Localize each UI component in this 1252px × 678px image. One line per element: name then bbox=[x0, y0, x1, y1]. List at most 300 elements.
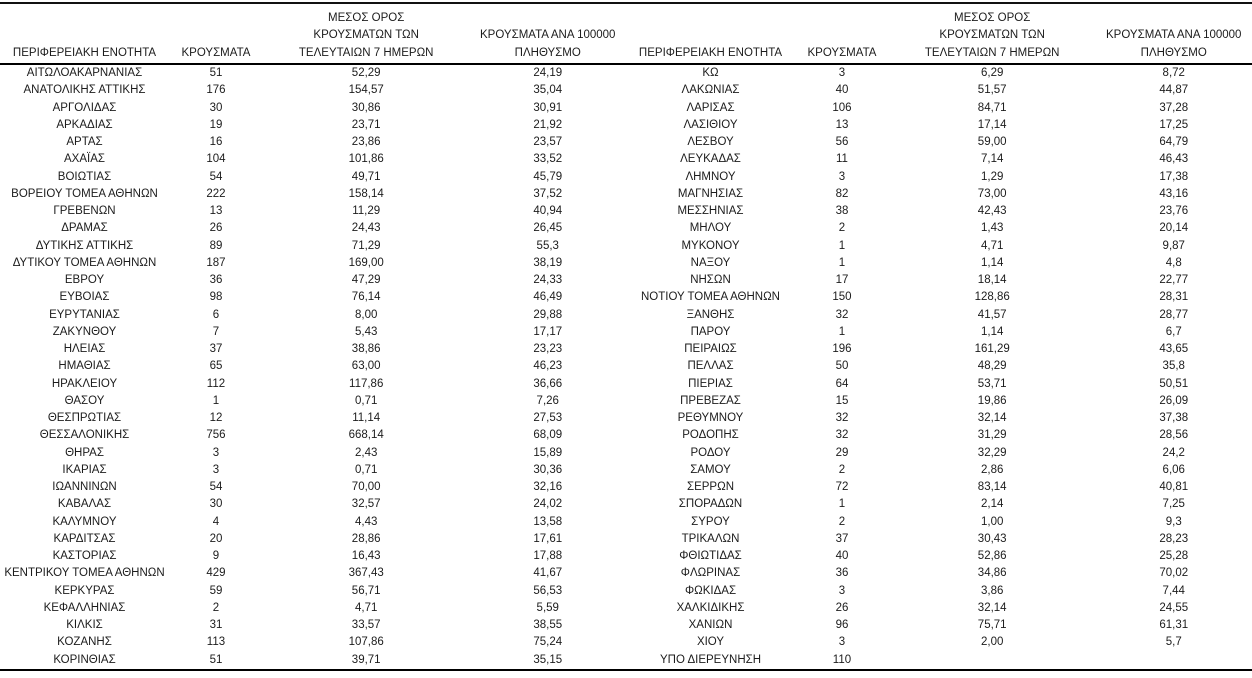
avg7-cell: 0,71 bbox=[355, 394, 378, 407]
region-cell: ΠΑΡΟΥ bbox=[690, 325, 731, 338]
avg7-cell: 101,86 bbox=[348, 153, 384, 166]
table-row bbox=[0, 220, 626, 237]
avg7-cell: 1,43 bbox=[981, 222, 1004, 235]
col-header-region: ΠΕΡΙΦΕΡΕΙΑΚΗ ΕΝΟΤΗΤΑ bbox=[0, 4, 169, 64]
cases-cell: 59 bbox=[209, 584, 223, 597]
per100k-cell: 25,28 bbox=[1159, 550, 1189, 562]
region-cell: ΛΗΜΝΟΥ bbox=[685, 170, 736, 183]
avg7-cell: 3,86 bbox=[981, 584, 1004, 597]
cases-cell: 51 bbox=[209, 67, 223, 79]
table-row bbox=[0, 652, 626, 670]
region-cell: ΕΥΒΟΙΑΣ bbox=[59, 291, 110, 304]
cases-cell: 13 bbox=[209, 205, 223, 217]
cases-cell: 32 bbox=[835, 429, 849, 442]
cases-cell: 54 bbox=[209, 170, 223, 183]
table-row bbox=[0, 255, 626, 272]
avg7-cell: 48,29 bbox=[977, 360, 1007, 373]
avg7-cell: 128,86 bbox=[974, 291, 1010, 304]
cases-cell: 2 bbox=[838, 222, 846, 235]
per100k-cell: 33,52 bbox=[533, 153, 563, 166]
region-cell: ΚΙΛΚΙΣ bbox=[66, 619, 103, 631]
per100k-cell: 64,79 bbox=[1159, 136, 1189, 148]
avg7-cell: 2,43 bbox=[355, 446, 378, 459]
per100k-cell: 37,38 bbox=[1159, 412, 1189, 424]
cases-cell: 106 bbox=[832, 101, 852, 114]
cases-cell: 32 bbox=[835, 308, 849, 321]
cases-cell: 3 bbox=[838, 170, 846, 183]
per100k-cell: 28,77 bbox=[1159, 308, 1189, 321]
cases-cell: 89 bbox=[209, 239, 223, 252]
avg7-cell: 71,29 bbox=[351, 239, 381, 252]
region-cell: ΠΡΕΒΕΖΑΣ bbox=[680, 394, 741, 407]
per100k-cell: 17,38 bbox=[1159, 170, 1189, 183]
avg7-cell: 73,00 bbox=[977, 187, 1007, 200]
table-row bbox=[626, 514, 1252, 531]
table-row bbox=[0, 341, 626, 358]
table-row bbox=[626, 272, 1252, 289]
per100k-cell: 26,45 bbox=[533, 222, 563, 235]
avg7-cell: 154,57 bbox=[348, 84, 384, 97]
table-row bbox=[626, 220, 1252, 237]
table-row bbox=[626, 548, 1252, 565]
regional-cases-table-left bbox=[0, 4, 626, 671]
region-cell: ΛΑΚΩΝΙΑΣ bbox=[681, 84, 740, 97]
table-row bbox=[0, 462, 626, 479]
per100k-cell: 20,14 bbox=[1159, 222, 1189, 235]
avg7-cell: 52,86 bbox=[977, 550, 1007, 562]
cases-cell: 12 bbox=[209, 412, 223, 424]
table-row bbox=[626, 427, 1252, 444]
cases-cell: 1 bbox=[838, 325, 846, 338]
cases-cell: 51 bbox=[209, 653, 223, 666]
table-row bbox=[0, 479, 626, 496]
cases-cell: 32 bbox=[835, 412, 849, 424]
cases-cell: 16 bbox=[209, 136, 223, 148]
table-row bbox=[0, 514, 626, 531]
per100k-cell: 27,53 bbox=[533, 412, 563, 424]
per100k-cell: 43,16 bbox=[1159, 187, 1189, 200]
avg7-cell: 18,14 bbox=[977, 274, 1007, 286]
cases-cell: 7 bbox=[212, 325, 220, 338]
table-row bbox=[0, 289, 626, 306]
avg7-cell: 8,00 bbox=[355, 308, 378, 321]
col-header-per100k bbox=[469, 4, 626, 64]
region-cell: ΝΟΤΙΟΥ ΤΟΜΕΑ ΑΘΗΝΩΝ bbox=[641, 291, 780, 304]
cases-cell: 50 bbox=[835, 360, 849, 373]
table-row bbox=[626, 376, 1252, 393]
table-row bbox=[626, 600, 1252, 617]
per100k-cell: 17,17 bbox=[533, 325, 563, 338]
region-cell: ΓΡΕΒΕΝΩΝ bbox=[53, 205, 116, 217]
avg7-cell: 11,29 bbox=[352, 205, 381, 217]
table-row bbox=[0, 617, 626, 634]
cases-cell: 40 bbox=[835, 550, 849, 562]
per100k-cell: 24,02 bbox=[533, 498, 563, 511]
per100k-cell: 28,31 bbox=[1159, 291, 1189, 304]
table-row bbox=[626, 151, 1252, 168]
avg7-cell: 0,71 bbox=[355, 463, 378, 476]
avg7-cell: 28,86 bbox=[351, 532, 381, 545]
region-cell: ΒΟΡΕΙΟΥ ΤΟΜΕΑ ΑΘΗΝΩΝ bbox=[11, 187, 158, 200]
per100k-cell: 43,65 bbox=[1159, 343, 1189, 355]
avg7-cell: 52,29 bbox=[351, 67, 381, 79]
avg7-cell: 17,14 bbox=[977, 118, 1007, 131]
region-cell: ΘΗΡΑΣ bbox=[65, 446, 104, 459]
table-row bbox=[0, 324, 626, 341]
per100k-cell: 7,25 bbox=[1162, 498, 1185, 511]
per100k-cell: 24,19 bbox=[533, 67, 563, 79]
cases-cell: 112 bbox=[206, 377, 226, 390]
region-cell: ΛΕΣΒΟΥ bbox=[687, 136, 734, 148]
avg7-cell: 31,29 bbox=[977, 429, 1007, 442]
avg7-cell: 4,71 bbox=[355, 601, 378, 614]
cases-cell: 110 bbox=[832, 653, 852, 666]
cases-cell: 40 bbox=[835, 84, 849, 97]
region-cell: ΣΠΟΡΑΔΩΝ bbox=[678, 498, 743, 511]
avg7-cell: 38,86 bbox=[351, 343, 381, 355]
per100k-cell: 29,88 bbox=[533, 308, 563, 321]
cases-cell: 38 bbox=[835, 205, 849, 217]
per100k-cell: 7,44 bbox=[1162, 584, 1185, 597]
region-cell: ΑΡΤΑΣ bbox=[66, 136, 103, 148]
per100k-cell: 5,59 bbox=[536, 601, 559, 614]
cases-cell: 2 bbox=[838, 515, 846, 528]
region-cell: ΥΠΟ ΔΙΕΡΕΥΝΗΣΗ bbox=[659, 653, 762, 666]
cases-cell: 3 bbox=[838, 636, 846, 649]
region-cell: ΡΟΔΟΠΗΣ bbox=[682, 429, 739, 442]
header-row bbox=[626, 4, 1252, 64]
per100k-cell: 24,2 bbox=[1162, 446, 1185, 459]
per100k-cell: 9,87 bbox=[1162, 239, 1185, 252]
region-cell: ΘΕΣΣΑΛΟΝΙΚΗΣ bbox=[39, 429, 130, 442]
cases-cell: 13 bbox=[835, 118, 849, 131]
region-cell: ΔΥΤΙΚΗΣ ΑΤΤΙΚΗΣ bbox=[35, 239, 134, 252]
avg7-cell: 4,43 bbox=[355, 515, 378, 528]
avg7-cell: 2,86 bbox=[981, 463, 1004, 476]
region-cell: ΚΟΡΙΝΘΙΑΣ bbox=[53, 653, 116, 666]
region-cell: ΗΛΕΙΑΣ bbox=[63, 343, 106, 355]
avg7-cell: 53,71 bbox=[977, 377, 1007, 390]
avg7-cell: 84,71 bbox=[977, 101, 1007, 114]
region-cell: ΣΥΡΟΥ bbox=[691, 515, 730, 528]
per100k-cell: 22,77 bbox=[1159, 274, 1189, 286]
region-cell: ΚΑΒΑΛΑΣ bbox=[57, 498, 112, 511]
region-cell: ΗΜΑΘΙΑΣ bbox=[58, 360, 111, 373]
per100k-cell: 32,16 bbox=[533, 481, 563, 493]
per100k-cell: 37,28 bbox=[1159, 101, 1189, 114]
per100k-cell: 6,7 bbox=[1165, 325, 1182, 338]
per100k-cell: 21,92 bbox=[533, 118, 563, 131]
col-header-per100k bbox=[1095, 4, 1252, 64]
table-header-left bbox=[0, 4, 626, 64]
col-header-avg7-line3: ΤΕΛΕΥΤΑΙΩΝ 7 ΗΜΕΡΩΝ bbox=[924, 46, 1060, 59]
region-cell: ΜΥΚΟΝΟΥ bbox=[681, 239, 740, 252]
col-header-region: ΠΕΡΙΦΕΡΕΙΑΚΗ ΕΝΟΤΗΤΑ bbox=[626, 4, 795, 64]
tables-container bbox=[0, 4, 1252, 671]
avg7-cell: 23,86 bbox=[351, 136, 381, 148]
per100k-cell: 36,66 bbox=[533, 377, 563, 390]
avg7-cell: 24,43 bbox=[351, 222, 381, 235]
cases-cell: 31 bbox=[209, 619, 223, 631]
avg7-cell: 117,86 bbox=[349, 377, 384, 390]
table-row bbox=[626, 307, 1252, 324]
region-cell: ΛΑΡΙΣΑΣ bbox=[686, 101, 735, 114]
region-cell: ΚΑΣΤΟΡΙΑΣ bbox=[52, 550, 117, 562]
table-row bbox=[0, 445, 626, 462]
region-cell: ΙΚΑΡΙΑΣ bbox=[62, 463, 107, 476]
per100k-cell: 40,94 bbox=[533, 205, 563, 217]
per100k-cell: 50,51 bbox=[1159, 377, 1189, 390]
regional-cases-table-right bbox=[626, 4, 1252, 671]
avg7-cell: 47,29 bbox=[351, 274, 381, 286]
table-row bbox=[0, 548, 626, 565]
table-row bbox=[0, 307, 626, 324]
col-header-avg7 bbox=[889, 4, 1096, 64]
cases-cell: 82 bbox=[835, 187, 849, 200]
table-row bbox=[0, 64, 626, 82]
table-row bbox=[0, 100, 626, 117]
region-cell: ΡΟΔΟΥ bbox=[690, 446, 731, 459]
cases-cell: 64 bbox=[835, 377, 849, 390]
table-row bbox=[626, 82, 1252, 99]
cases-cell: 37 bbox=[835, 532, 849, 545]
avg7-cell: 4,71 bbox=[981, 239, 1004, 252]
avg7-cell: 75,71 bbox=[977, 619, 1007, 631]
col-header-avg7 bbox=[263, 4, 470, 64]
col-header-avg7-line3: ΤΕΛΕΥΤΑΙΩΝ 7 ΗΜΕΡΩΝ bbox=[298, 46, 434, 59]
region-cell: ΚΕΝΤΡΙΚΟΥ ΤΟΜΕΑ ΑΘΗΝΩΝ bbox=[4, 567, 165, 580]
avg7-cell bbox=[889, 652, 1096, 670]
region-cell: ΑΧΑΪΑΣ bbox=[64, 153, 105, 166]
table-row bbox=[0, 634, 626, 651]
per100k-cell: 45,79 bbox=[533, 170, 563, 183]
region-cell: ΠΕΛΛΑΣ bbox=[687, 360, 734, 373]
cases-cell: 36 bbox=[835, 567, 849, 580]
per100k-cell: 6,06 bbox=[1162, 463, 1185, 476]
region-cell: ΧΙΟΥ bbox=[696, 636, 725, 649]
cases-cell: 429 bbox=[206, 567, 226, 580]
region-cell: ΑΡΓΟΛΙΔΑΣ bbox=[52, 101, 117, 114]
table-row bbox=[626, 496, 1252, 513]
per100k-cell: 28,56 bbox=[1159, 429, 1189, 442]
cases-cell: 29 bbox=[835, 446, 849, 459]
avg7-cell: 42,43 bbox=[977, 205, 1007, 217]
table-row bbox=[0, 238, 626, 255]
region-cell: ΙΩΑΝΝΙΝΩΝ bbox=[52, 481, 117, 493]
cases-cell: 72 bbox=[835, 481, 849, 493]
per100k-cell: 46,43 bbox=[1159, 153, 1189, 166]
cases-cell: 3 bbox=[838, 584, 846, 597]
avg7-cell: 76,14 bbox=[351, 291, 381, 304]
region-cell: ΚΑΡΔΙΤΣΑΣ bbox=[53, 532, 116, 545]
table-row bbox=[0, 531, 626, 548]
avg7-cell: 49,71 bbox=[351, 170, 381, 183]
per100k-cell: 8,72 bbox=[1162, 67, 1185, 79]
cases-cell: 56 bbox=[835, 136, 849, 148]
cases-cell: 113 bbox=[206, 636, 226, 649]
col-header-avg7-line2: ΚΡΟΥΣΜΑΤΩΝ ΤΩΝ bbox=[939, 29, 1045, 42]
per100k-cell: 35,8 bbox=[1162, 360, 1185, 373]
region-cell: ΚΟΖΑΝΗΣ bbox=[57, 636, 112, 649]
cases-cell: 26 bbox=[209, 222, 223, 235]
table-row bbox=[626, 238, 1252, 255]
table-body-left bbox=[0, 64, 626, 670]
table-row bbox=[626, 100, 1252, 117]
per100k-cell: 4,8 bbox=[1165, 256, 1182, 269]
avg7-cell: 668,14 bbox=[348, 429, 384, 442]
avg7-cell: 23,71 bbox=[351, 118, 381, 131]
per100k-cell: 26,09 bbox=[1159, 394, 1189, 407]
table-row bbox=[626, 186, 1252, 203]
avg7-cell: 39,71 bbox=[351, 653, 381, 666]
table-row bbox=[0, 393, 626, 410]
per100k-cell: 5,7 bbox=[1165, 636, 1182, 649]
region-cell: ΧΑΝΙΩΝ bbox=[688, 619, 733, 631]
region-cell: ΔΡΑΜΑΣ bbox=[61, 222, 108, 235]
cases-cell: 36 bbox=[209, 274, 223, 286]
cases-cell: 222 bbox=[206, 187, 226, 200]
table-row bbox=[626, 652, 1252, 670]
region-cell: ΦΘΙΩΤΙΔΑΣ bbox=[679, 550, 742, 562]
region-cell: ΔΥΤΙΚΟΥ ΤΟΜΕΑ ΑΘΗΝΩΝ bbox=[12, 256, 157, 269]
region-cell: ΕΒΡΟΥ bbox=[64, 274, 105, 286]
table-body-right bbox=[626, 64, 1252, 670]
table-row bbox=[626, 410, 1252, 427]
col-header-per100k-line1: ΚΡΟΥΣΜΑΤΑ ΑΝΑ 100000 bbox=[480, 29, 616, 42]
avg7-cell: 5,43 bbox=[355, 325, 378, 338]
cases-cell: 1 bbox=[838, 498, 846, 511]
table-row bbox=[626, 393, 1252, 410]
table-row bbox=[0, 186, 626, 203]
region-cell: ΚΩ bbox=[702, 67, 719, 79]
table-row bbox=[626, 169, 1252, 186]
table-row bbox=[0, 82, 626, 99]
cases-cell: 187 bbox=[206, 256, 226, 269]
cases-cell: 3 bbox=[212, 463, 220, 476]
cases-cell: 98 bbox=[209, 291, 223, 304]
cases-cell: 150 bbox=[832, 291, 852, 304]
cases-cell: 3 bbox=[838, 67, 846, 79]
cases-cell: 11 bbox=[835, 153, 848, 166]
avg7-cell: 56,71 bbox=[351, 584, 381, 597]
avg7-cell: 158,14 bbox=[348, 187, 384, 200]
region-cell: ΜΗΛΟΥ bbox=[689, 222, 732, 235]
avg7-cell: 83,14 bbox=[977, 481, 1007, 493]
header-row bbox=[0, 4, 626, 64]
table-row bbox=[626, 583, 1252, 600]
cases-cell: 19 bbox=[209, 118, 223, 131]
region-cell: ΝΗΣΩΝ bbox=[690, 274, 731, 286]
avg7-cell: 32,14 bbox=[977, 601, 1007, 614]
region-cell: ΑΙΤΩΛΟΑΚΑΡΝΑΝΙΑΣ bbox=[26, 67, 143, 79]
avg7-cell: 30,43 bbox=[977, 532, 1007, 545]
region-cell: ΚΑΛΥΜΝΟΥ bbox=[52, 515, 117, 528]
region-cell: ΑΝΑΤΟΛΙΚΗΣ ΑΤΤΙΚΗΣ bbox=[23, 84, 146, 97]
avg7-cell: 1,14 bbox=[981, 256, 1004, 269]
col-header-avg7-line1: ΜΕΣΟΣ ΟΡΟΣ bbox=[954, 12, 1031, 25]
table-row bbox=[626, 64, 1252, 82]
per100k-cell: 40,81 bbox=[1159, 481, 1189, 493]
table-row bbox=[626, 358, 1252, 375]
region-cell: ΠΕΙΡΑΙΩΣ bbox=[684, 343, 737, 355]
table-row bbox=[0, 203, 626, 220]
avg7-cell: 41,57 bbox=[977, 308, 1007, 321]
table-row bbox=[626, 634, 1252, 651]
table-row bbox=[626, 479, 1252, 496]
table-row bbox=[626, 117, 1252, 134]
table-row bbox=[626, 531, 1252, 548]
cases-cell: 2 bbox=[212, 601, 220, 614]
region-cell: ΤΡΙΚΑΛΩΝ bbox=[681, 532, 740, 545]
region-cell: ΑΡΚΑΔΙΑΣ bbox=[56, 118, 113, 131]
per100k-cell: 41,67 bbox=[533, 567, 563, 580]
cases-cell: 15 bbox=[835, 394, 849, 407]
per100k-cell: 46,23 bbox=[533, 360, 563, 373]
cases-cell: 4 bbox=[212, 515, 220, 528]
table-row bbox=[0, 600, 626, 617]
per100k-cell: 9,3 bbox=[1165, 515, 1182, 528]
cases-cell: 96 bbox=[835, 619, 849, 631]
table-row bbox=[626, 565, 1252, 582]
avg7-cell: 1,14 bbox=[981, 325, 1004, 338]
region-cell: ΞΑΝΘΗΣ bbox=[686, 308, 735, 321]
avg7-cell: 2,00 bbox=[981, 636, 1004, 649]
cases-cell: 20 bbox=[209, 532, 223, 545]
cases-cell: 1 bbox=[212, 394, 220, 407]
region-cell: ΣΑΜΟΥ bbox=[690, 463, 731, 476]
per100k-cell: 17,25 bbox=[1159, 118, 1189, 131]
avg7-cell: 6,29 bbox=[981, 67, 1004, 79]
table-row bbox=[626, 341, 1252, 358]
per100k-cell: 35,04 bbox=[533, 84, 563, 97]
avg7-cell: 32,29 bbox=[977, 446, 1007, 459]
table-row bbox=[0, 410, 626, 427]
per100k-cell: 28,23 bbox=[1159, 532, 1189, 545]
table-row bbox=[626, 445, 1252, 462]
region-cell: ΛΕΥΚΑΔΑΣ bbox=[680, 153, 741, 166]
region-cell: ΜΕΣΣΗΝΙΑΣ bbox=[677, 205, 744, 217]
cases-cell: 756 bbox=[206, 429, 226, 442]
table-row bbox=[626, 134, 1252, 151]
avg7-cell: 16,43 bbox=[351, 550, 381, 562]
col-header-avg7-line2: ΚΡΟΥΣΜΑΤΩΝ ΤΩΝ bbox=[313, 29, 419, 42]
region-cell: ΗΡΑΚΛΕΙΟΥ bbox=[51, 377, 118, 390]
per100k-cell: 68,09 bbox=[533, 429, 563, 442]
cases-cell: 3 bbox=[212, 446, 220, 459]
cases-cell: 1 bbox=[838, 239, 846, 252]
per100k-cell: 56,53 bbox=[533, 584, 563, 597]
per100k-cell: 24,33 bbox=[533, 274, 563, 286]
region-cell: ΧΑΛΚΙΔΙΚΗΣ bbox=[676, 601, 745, 614]
per100k-cell: 46,49 bbox=[533, 291, 563, 304]
avg7-cell: 19,86 bbox=[977, 394, 1007, 407]
avg7-cell: 161,29 bbox=[974, 343, 1010, 355]
per100k-cell: 37,52 bbox=[533, 187, 563, 200]
region-cell: ΒΟΙΩΤΙΑΣ bbox=[57, 170, 112, 183]
table-row bbox=[626, 203, 1252, 220]
region-cell: ΘΕΣΠΡΩΤΙΑΣ bbox=[47, 412, 122, 424]
avg7-cell: 7,14 bbox=[981, 153, 1004, 166]
table-row bbox=[626, 324, 1252, 341]
table-row bbox=[0, 134, 626, 151]
col-header-avg7-line1: ΜΕΣΟΣ ΟΡΟΣ bbox=[328, 12, 405, 25]
cases-cell: 37 bbox=[209, 343, 223, 355]
table-row bbox=[0, 583, 626, 600]
cases-cell: 196 bbox=[832, 343, 852, 355]
per100k-cell: 70,02 bbox=[1159, 567, 1189, 580]
per100k-cell: 23,57 bbox=[533, 136, 563, 148]
table-row bbox=[626, 462, 1252, 479]
